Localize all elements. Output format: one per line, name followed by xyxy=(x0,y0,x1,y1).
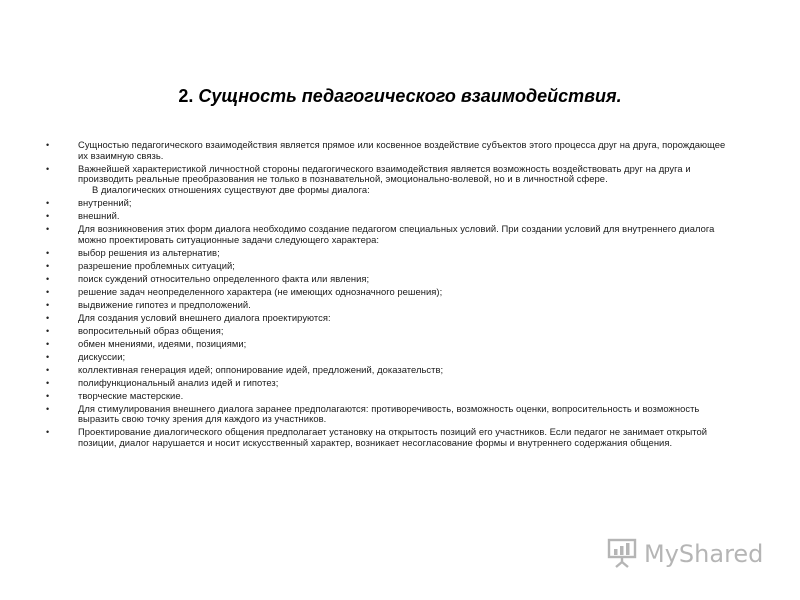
slide-title xyxy=(0,86,800,107)
watermark-text: MyShared xyxy=(644,540,764,568)
content-list xyxy=(40,140,730,451)
list-item: • обмен мнениями, идеями, позициями; xyxy=(40,339,730,350)
list-item: • выбор решения из альтернатив; xyxy=(40,248,730,259)
list-item: • коллективная генерация идей; оппонирование идей, предложений, доказательств; xyxy=(40,365,730,376)
list-item: • внешний. xyxy=(40,211,730,222)
list-item: • Важнейшей характеристикой личностной стороны педагогического взаимодействия является возможность воздействовать друг на друга и производить реальные преобразования не только в познавательной, эмоционально-волевой, но и в личностной сфере. xyxy=(40,164,730,185)
list-item: • вопросительный образ общения; xyxy=(40,326,730,337)
list-item: • поиск суждений относительно определенного факта или явления; xyxy=(40,274,730,285)
list-item: • Для создания условий внешнего диалога проектируются: xyxy=(40,313,730,324)
watermark[interactable] xyxy=(606,536,763,572)
list-item: • Сущностью педагогического взаимодействия является прямое или косвенное воздействие субъектов этого процесса друг на друга, порождающее их взаимную связь. xyxy=(40,140,730,161)
list-item: • Для возникновения этих форм диалога необходимо создание педагогом специальных условий. При создании условий для внутреннего диалога можно проектировать ситуационные задачи следующего характера: xyxy=(40,224,730,245)
list-item: • Проектирование диалогического общения предполагает установку на открытость позиций его участников. Если педагог не занимает открытой позиции, диалог нарушается и носит искусственный характер, возникает несогласование формы и внутреннего содержания общения. xyxy=(40,427,730,448)
title-number: 2. xyxy=(178,86,194,107)
list-item: • внутренний; xyxy=(40,198,730,209)
list-item: • творческие мастерские. xyxy=(40,391,730,402)
list-item: • дискуссии; xyxy=(40,352,730,363)
mypresentation-logo-icon xyxy=(606,535,640,574)
list-item: • решение задач неопределенного характера (не имеющих однозначного решения); xyxy=(40,287,730,298)
list-item: • полифункциональный анализ идей и гипотез; xyxy=(40,378,730,389)
list-item: • выдвижение гипотез и предположений. xyxy=(40,300,730,311)
list-item: • Для стимулирования внешнего диалога заранее предполагаются: противоречивость, возможность оценки, вопросительность и возможность выразить свою точку зрения для каждого из участников. xyxy=(40,404,730,425)
title-text: Сущность педагогического взаимодействия. xyxy=(198,86,622,107)
list-item: • разрешение проблемных ситуаций; xyxy=(40,261,730,272)
list-item: В диалогических отношениях существуют две формы диалога: xyxy=(92,184,370,196)
